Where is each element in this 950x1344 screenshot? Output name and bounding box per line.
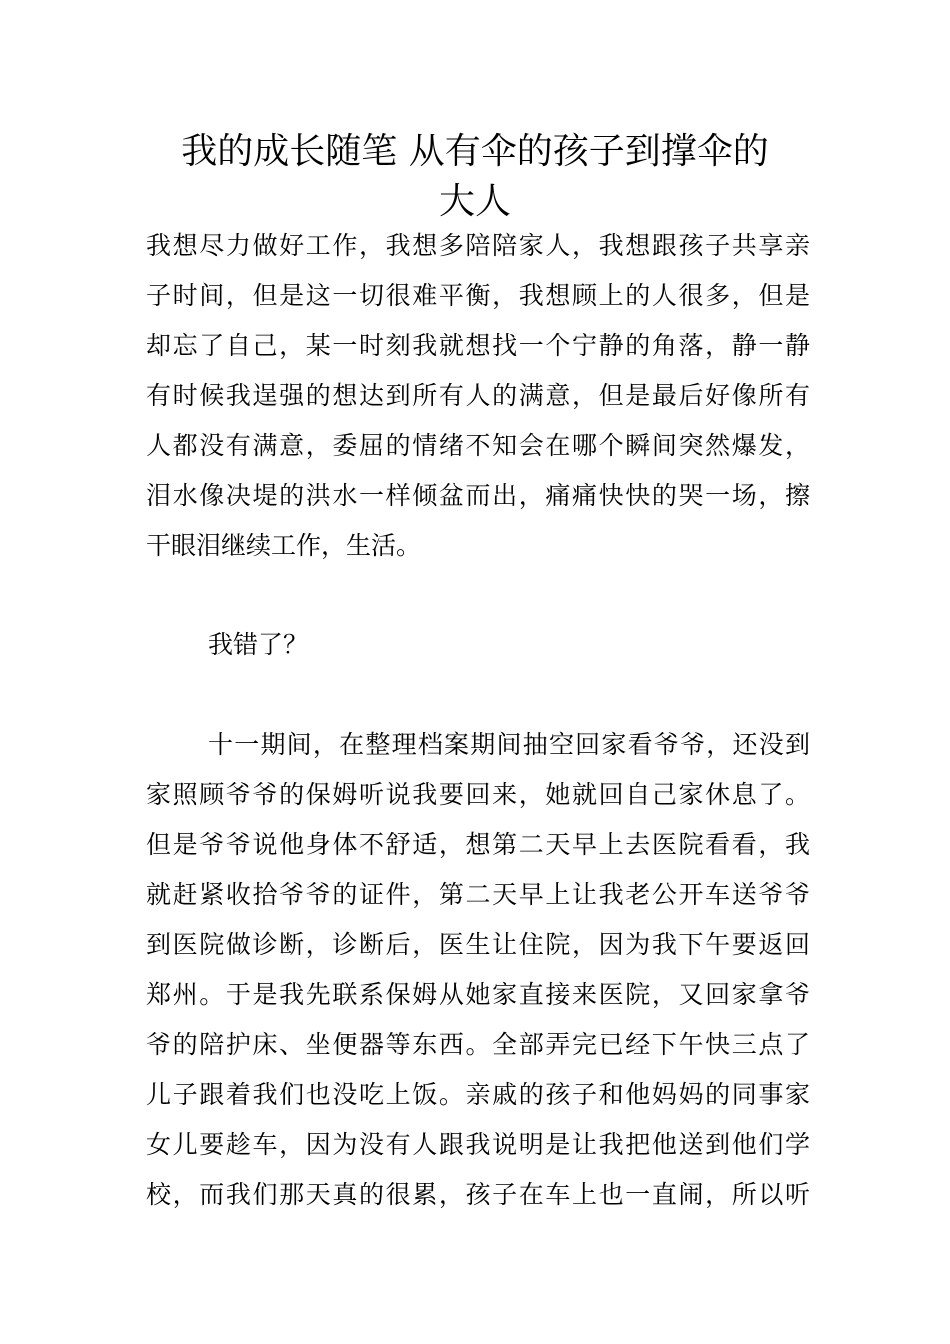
paragraph-3-line: 女儿要趁车，因为没有人跟我说明是让我把他送到他们学 — [146, 1130, 810, 1159]
paragraph-3-line: 但是爷爷说他身体不舒适，想第二天早上去医院看看，我 — [146, 830, 810, 859]
paragraph-1-line: 有时候我逞强的想达到所有人的满意，但是最后好像所有 — [146, 381, 810, 410]
paragraph-1-line: 我想尽力做好工作，我想多陪陪家人，我想跟孩子共享亲 — [146, 231, 810, 260]
document-title-line-1: 我的成长随笔 从有伞的孩子到撑伞的 — [181, 131, 769, 172]
paragraph-3-line: 儿子跟着我们也没吃上饭。亲戚的孩子和他妈妈的同事家 — [146, 1080, 810, 1109]
paragraph-1-line: 泪水像决堤的洪水一样倾盆而出，痛痛快快的哭一场，擦 — [146, 481, 810, 510]
paragraph-3-line: 十一期间，在整理档案期间抽空回家看爷爷，还没到 — [208, 730, 810, 759]
paragraph-1-line: 人都没有满意，委屈的情绪不知会在哪个瞬间突然爆发， — [146, 431, 810, 460]
document-title-line-2: 大人 — [438, 181, 511, 222]
paragraph-3-line: 就赶紧收拾爷爷的证件，第二天早上让我老公开车送爷爷 — [146, 880, 810, 909]
paragraph-3-line: 郑州。于是我先联系保姆从她家直接来医院，又回家拿爷 — [146, 980, 810, 1009]
paragraph-3-line: 校，而我们那天真的很累，孩子在车上也一直闹，所以听 — [146, 1180, 810, 1209]
paragraph-3-line: 到医院做诊断，诊断后，医生让住院，因为我下午要返回 — [146, 930, 810, 959]
paragraph-2-line: 我错了？ — [208, 630, 309, 659]
paragraph-1-line: 干眼泪继续工作，生活。 — [146, 531, 422, 560]
paragraph-1-line: 却忘了自己，某一时刻我就想找一个宁静的角落，静一静 — [146, 331, 810, 360]
paragraph-3-line: 爷的陪护床、坐便器等东西。全部弄完已经下午快三点了 — [146, 1030, 810, 1059]
paragraph-3-line: 家照顾爷爷的保姆听说我要回来，她就回自己家休息了。 — [146, 780, 810, 809]
paragraph-1-line: 子时间，但是这一切很难平衡，我想顾上的人很多，但是 — [146, 281, 810, 310]
